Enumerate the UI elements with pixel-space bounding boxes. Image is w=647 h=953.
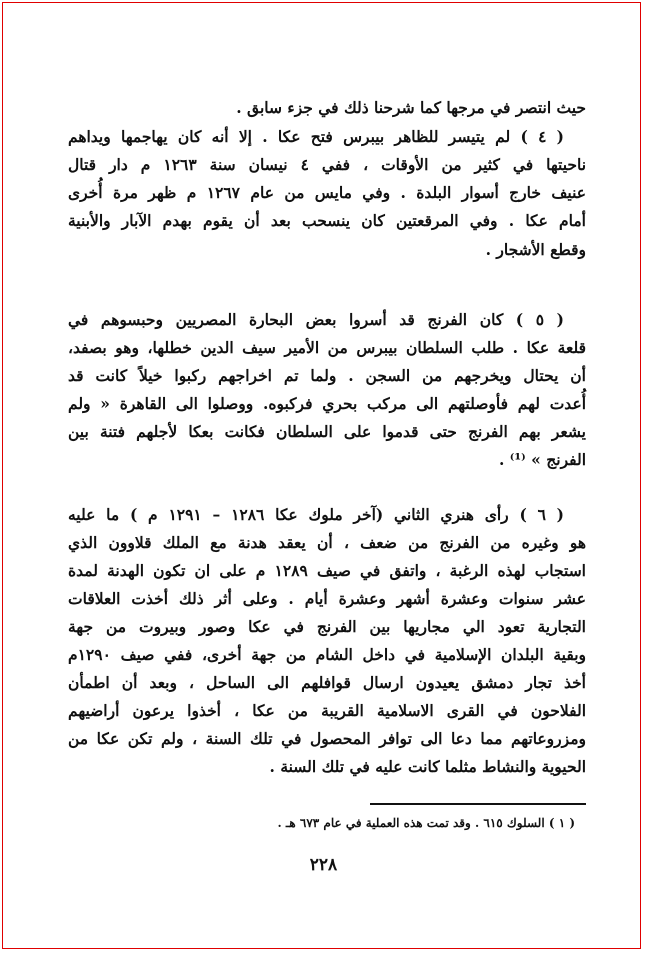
note-6-line: وبقية البلدان الإسلامية في داخل الشام من جهة أخرى، ففي صيف ١٢٩٠م [68, 645, 586, 664]
note-6-line: هو وغيره من الفرنج من ضعف ، أن يعقد هدنة مع الملك قلاوون الذي [68, 533, 586, 552]
footnote-divider [370, 803, 586, 805]
note-6-line: ( ٦ ) رأى هنري الثاني (آخر ملوك عكا ١٢٨٦ – ١٢٩١ م ) ما عليه [68, 505, 564, 524]
page-number: ٢٢٨ [309, 855, 338, 875]
note-5-line: ( ٥ ) كان الفرنج قد أسروا بعض البحارة المصريين وحبسوهم في [68, 310, 564, 329]
note-4-line: عنيف خارج أسوار البلدة . وفي مايس من عام ١٢٦٧ م ظهر مرة أُخرى [68, 183, 586, 202]
note-5-line: قلعة عكا . طلب السلطان بيبرس من الأمير سيف الدين خطلها، وهو بصفد، [68, 338, 586, 357]
text-line: حيث انتصر في مرجها كما شرحنا ذلك في جزء سابق . [236, 98, 586, 117]
note-4-line: ( ٤ ) لم يتيسر للظاهر بيبرس فتح عكا . إلا أنه كان يهاجمها ويداهم [68, 127, 564, 146]
note-5-line: أن يحتال ويخرجهم من السجن . ولما تم اخراجهم ركبوا خيلاً كانت قد [68, 366, 586, 385]
note-4-line: أمام عكا . وفي المرقعتين كان ينسحب بعد أن يقوم بهدم الآبار والأبنية [68, 211, 586, 230]
note-6-line: استجاب لهذه الرغبة ، واتفق في صيف ١٢٨٩ م على ان تكون الهدنة لمدة [68, 561, 586, 580]
note-6-line: أخذ تجار دمشق يعيدون ارسال قوافلهم الى الساحل ، وبعد أن اطمأن [68, 673, 586, 692]
note-4-line: ناحيتها في كثير من الأوقات ، ففي ٤ نيسان سنة ١٢٦٣ م دار قتال [68, 155, 587, 174]
note-6-line: ومزروعاتهم مما دعا الى توافر المحصول في تلك السنة ، ولم تكن عكا من [68, 729, 586, 748]
note-5-line: الفرنج » ⁽¹⁾ . [498, 450, 586, 469]
footnote: ( ١ ) السلوك ٦١٥ . وقد تمت هذه العملية في عام ٦٧٣ هـ . [277, 816, 575, 830]
note-4-line: وقطع الأشجار . [485, 240, 586, 259]
note-6-line: الحيوية والنشاط مثلما كانت عليه في تلك السنة . [269, 757, 586, 776]
note-5-line: يشعر بهم الفرنج حتى قدموا على السلطان فكانت بعكا لأجلهم فتنة بين [68, 422, 586, 441]
note-6-line: التجارية تعود الي مجاريها بين الفرنج في عكا وصور وبيروت من جهة [68, 617, 586, 636]
note-6-line: عشر سنوات وعشرة أشهر وعشرة أيام . وعلى أثر ذلك أخذت العلاقات [68, 589, 586, 608]
note-5-line: أُعدت لهم فأوصلتهم الى مركب بحري فركبوه. ووصلوا الى القاهرة « ولم [68, 394, 586, 413]
note-6-line: الفلاحون في القرى الاسلامية القريبة من عكا ، أخذوا يرعون أراضيهم [68, 701, 586, 720]
